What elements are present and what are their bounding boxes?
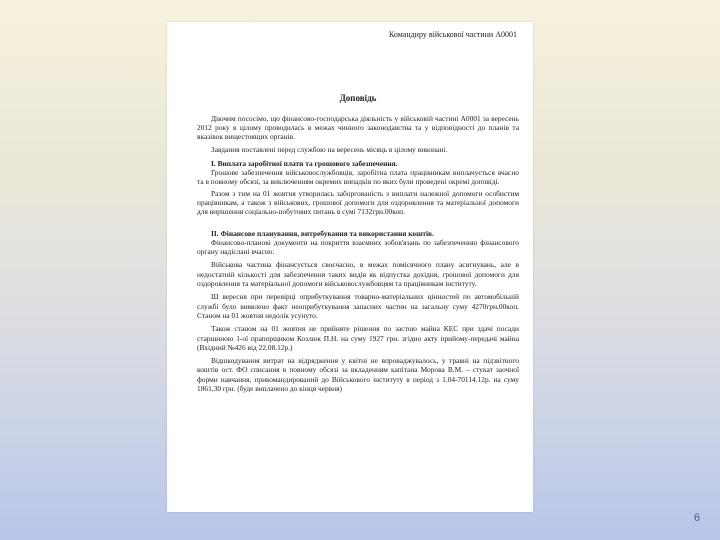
section-1-paragraph-1: Грошове забезпечення військовослужбовців, заробітна плата працівникам виплачується вчасно та в повному обсязі, за виключенням окремих випадків по яких були проведені окремі доповіді. [197,168,519,187]
section-2-paragraph-1: Фінансово-планові документи на покриття взаємних зобов'язань по забезпеченню фінансового органу надіслані вчасно. [197,237,519,257]
section-2-paragraph-5: Відшкодування витрат на відрядження у квітні не впроваджувалось, у травні на підзвітного коштів ост. ФО списання в повному обсязі за вкладенням капітана Морова В.М. – стукат заочної форми навчання, прикомандирований до Військового інституту в період з 1.04-70114.12р. на суму 1861,30 грн. (буде виплачено до кінця червня) [197,356,519,394]
section-2-paragraph-2: Військова частина фінансується своєчасно, в межах помісячного плану асигнувань, але в недостатній кількості для забезпечення таких видів як відпустка дохідня, грошової допомоги для оздоровлення та матеріальної допомоги військовослужбовцям та працівникам інституту. [197,260,519,289]
intro-paragraph-2: Завдання поставлені перед службою на вересень місяць в цілому виконані. [211,145,448,155]
section-2-paragraph-3: Ш вересня при перевірці оприбуткування товарно-матеріальних цінностей по автомобільній службі було виявлено факт неоприбуткування запасних частин на загальну суму 4270грн.00коп. Станом на 01 жовтня недолік усунуто. [197,292,519,320]
document-title: Доповідь [339,93,377,104]
section-1-heading: І. Виплата заробітної плати та грошового забезпечення. [211,158,398,168]
section-1-paragraph-2: Разом з тим на 01 жовтня утворилась заборгованість з виплати належної допомоги особистим працівникам, а також з військових, грошової допомоги для оздоровлення та матеріальної допомоги для вирішення соціально-побутових питань в сумі 7132грн.00коп. [197,188,519,217]
section-2-heading: ІІ. Фінансове планування, витребування та використання коштів. [211,228,434,238]
slide-page-number: 6 [693,512,700,524]
addressee: Командиру військової частини А0001 [388,30,517,39]
intro-paragraph-1: Діючим пососімо, що фінансово-господарська діяльність у військовій частині А0001 за вересень 2012 року в цілому проводилась в межах чинного законодавства та у відповідності до планів та вказівок вищестоящих органів. [197,113,519,142]
document-page [167,22,533,512]
section-2-paragraph-4: Також станом на 01 жовтня не прийняте рішення по застою майна КЕС при здачі посади старшиною 1-ої прапорщиком Козлюк П.Н. на суму 1927 грн. згідно акту прийому-передачі майна (Вхідний №426 від 22.08.12р.) [197,324,519,352]
